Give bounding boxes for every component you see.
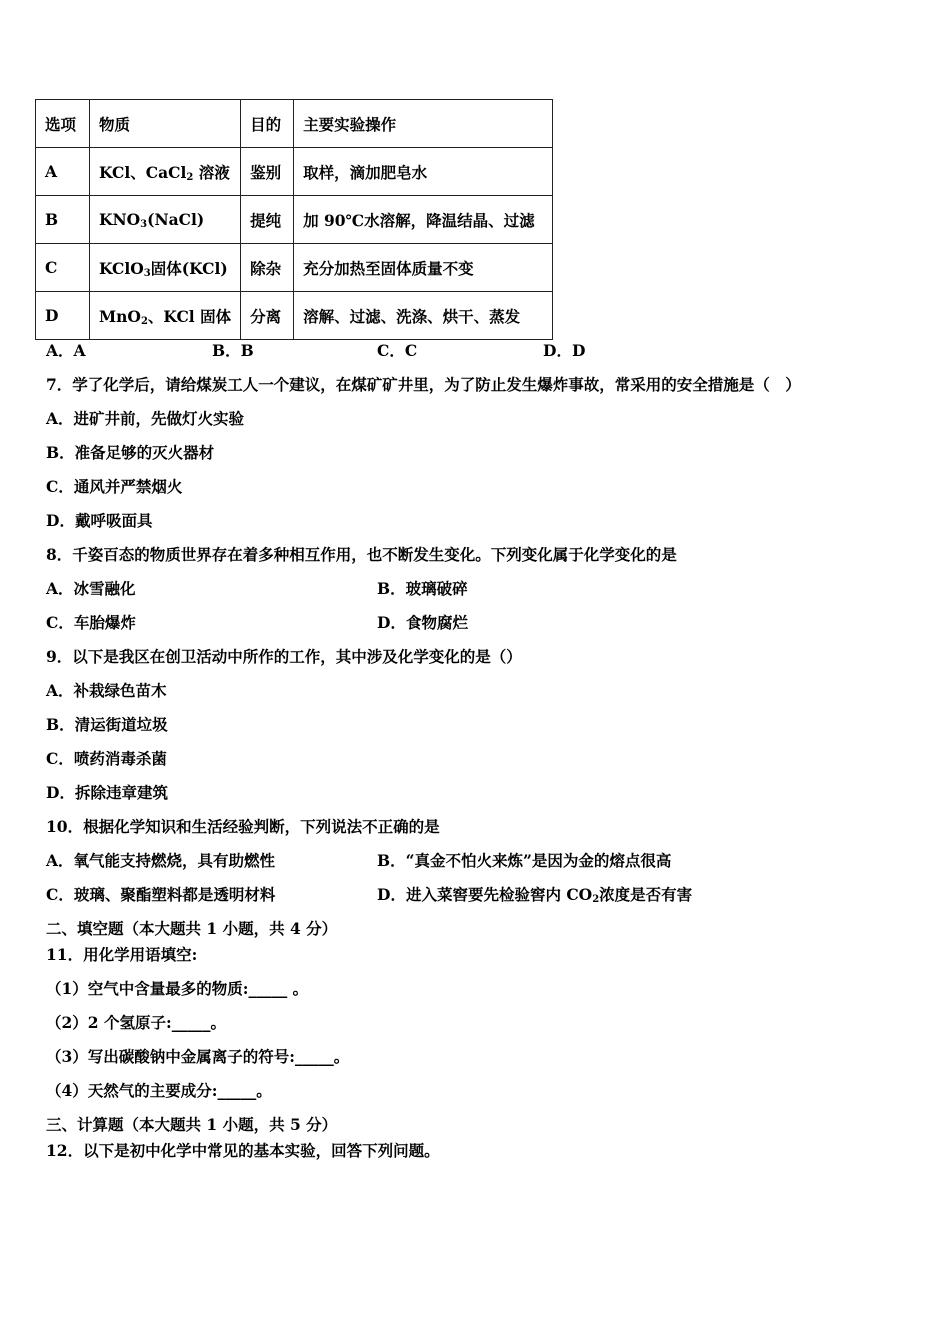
row-operation: 充分加热至固体质量不变: [294, 244, 553, 292]
header-operation: 主要实验操作: [294, 100, 553, 148]
q8-option-c: C．车胎爆炸: [46, 613, 136, 632]
q12-stem: 12．以下是初中化学中常见的基本实验，回答下列问题。: [46, 1141, 440, 1160]
section-3-heading: 三、计算题（本大题共 1 小题，共 5 分）: [46, 1115, 338, 1134]
q11-item-1: （1）空气中含量最多的物质:_____ 。: [46, 979, 309, 998]
q9-option-d: D．拆除违章建筑: [46, 783, 168, 802]
q8-option-a: A．冰雪融化: [46, 579, 136, 598]
header-substance: 物质: [90, 100, 241, 148]
row-option: D: [36, 292, 90, 340]
row-substance: $KNO_3(NaCl)$: [90, 196, 241, 244]
row-option: C: [36, 244, 90, 292]
q8-option-d: D．食物腐烂: [377, 613, 468, 632]
header-purpose: 目的: [241, 100, 294, 148]
q11-item-3: （3）写出碳酸钠中金属离子的符号:_____。: [46, 1047, 350, 1066]
q6-choice-c: C．C: [377, 341, 418, 360]
table-row: [36, 196, 553, 244]
table-row: [36, 292, 553, 340]
q8-option-b: B．玻璃破碎: [377, 579, 468, 598]
section-2-heading: 二、填空题（本大题共 1 小题，共 4 分）: [46, 919, 338, 938]
q9-stem: 9．以下是我区在创卫活动中所作的工作，其中涉及化学变化的是（）: [46, 647, 522, 666]
q6-choice-d: D．D: [543, 341, 586, 360]
row-option: B: [36, 196, 90, 244]
q10-option-d: D．进入菜窖要先检验窖内 $CO_2$浓度是否有害: [377, 885, 693, 905]
q9-option-c: C．喷药消毒杀菌: [46, 749, 167, 768]
row-option: A: [36, 148, 90, 196]
table-row: [36, 148, 553, 196]
q10-option-a: A．氧气能支持燃烧，具有助燃性: [46, 851, 276, 870]
header-option: 选项: [36, 100, 90, 148]
q7-option-d: D．戴呼吸面具: [46, 511, 153, 530]
table-row: [36, 244, 553, 292]
row-purpose: 分离: [241, 292, 294, 340]
table-header-row: [36, 100, 553, 148]
options-table: [35, 99, 553, 340]
q10-option-c: C．玻璃、聚酯塑料都是透明材料: [46, 885, 276, 904]
q6-choice-a: A．A: [46, 341, 86, 360]
q11-stem: 11．用化学用语填空:: [46, 945, 198, 964]
row-substance: KCl、CaCl$_2$ 溶液: [90, 148, 241, 196]
q9-option-b: B．清运街道垃圾: [46, 715, 168, 734]
row-operation: 取样，滴加肥皂水: [294, 148, 553, 196]
q6-choice-b: B．B: [212, 341, 254, 360]
q10-stem: 10．根据化学知识和生活经验判断，下列说法不正确的是: [46, 817, 440, 836]
row-purpose: 鉴别: [241, 148, 294, 196]
row-substance: KClO$_3$固体(KCl): [90, 244, 241, 292]
q11-item-2: （2）2 个氢原子:_____。: [46, 1013, 226, 1032]
row-operation: 溶解、过滤、洗涤、烘干、蒸发: [294, 292, 553, 340]
q9-option-a: A．补栽绿色苗木: [46, 681, 167, 700]
q7-option-b: B．准备足够的灭火器材: [46, 443, 215, 462]
row-purpose: 提纯: [241, 196, 294, 244]
q7-option-c: C．通风并严禁烟火: [46, 477, 183, 496]
q11-item-4: （4）天然气的主要成分:_____。: [46, 1081, 272, 1100]
q7-option-a: A．进矿井前，先做灯火实验: [46, 409, 245, 428]
q7-stem: 7．学了化学后，请给煤炭工人一个建议，在煤矿矿井里，为了防止发生爆炸事故，常采用的安全措施是（ ）: [46, 375, 801, 394]
q10-option-b: B．“真金不怕火来炼”是因为金的熔点很高: [377, 851, 672, 870]
row-operation: 加 90℃水溶解，降温结晶、过滤: [294, 196, 553, 244]
row-purpose: 除杂: [241, 244, 294, 292]
q8-stem: 8．千姿百态的物质世界存在着多种相互作用，也不断发生变化。下列变化属于化学变化的是: [46, 545, 677, 564]
row-substance: MnO$_2$、KCl 固体: [90, 292, 241, 340]
